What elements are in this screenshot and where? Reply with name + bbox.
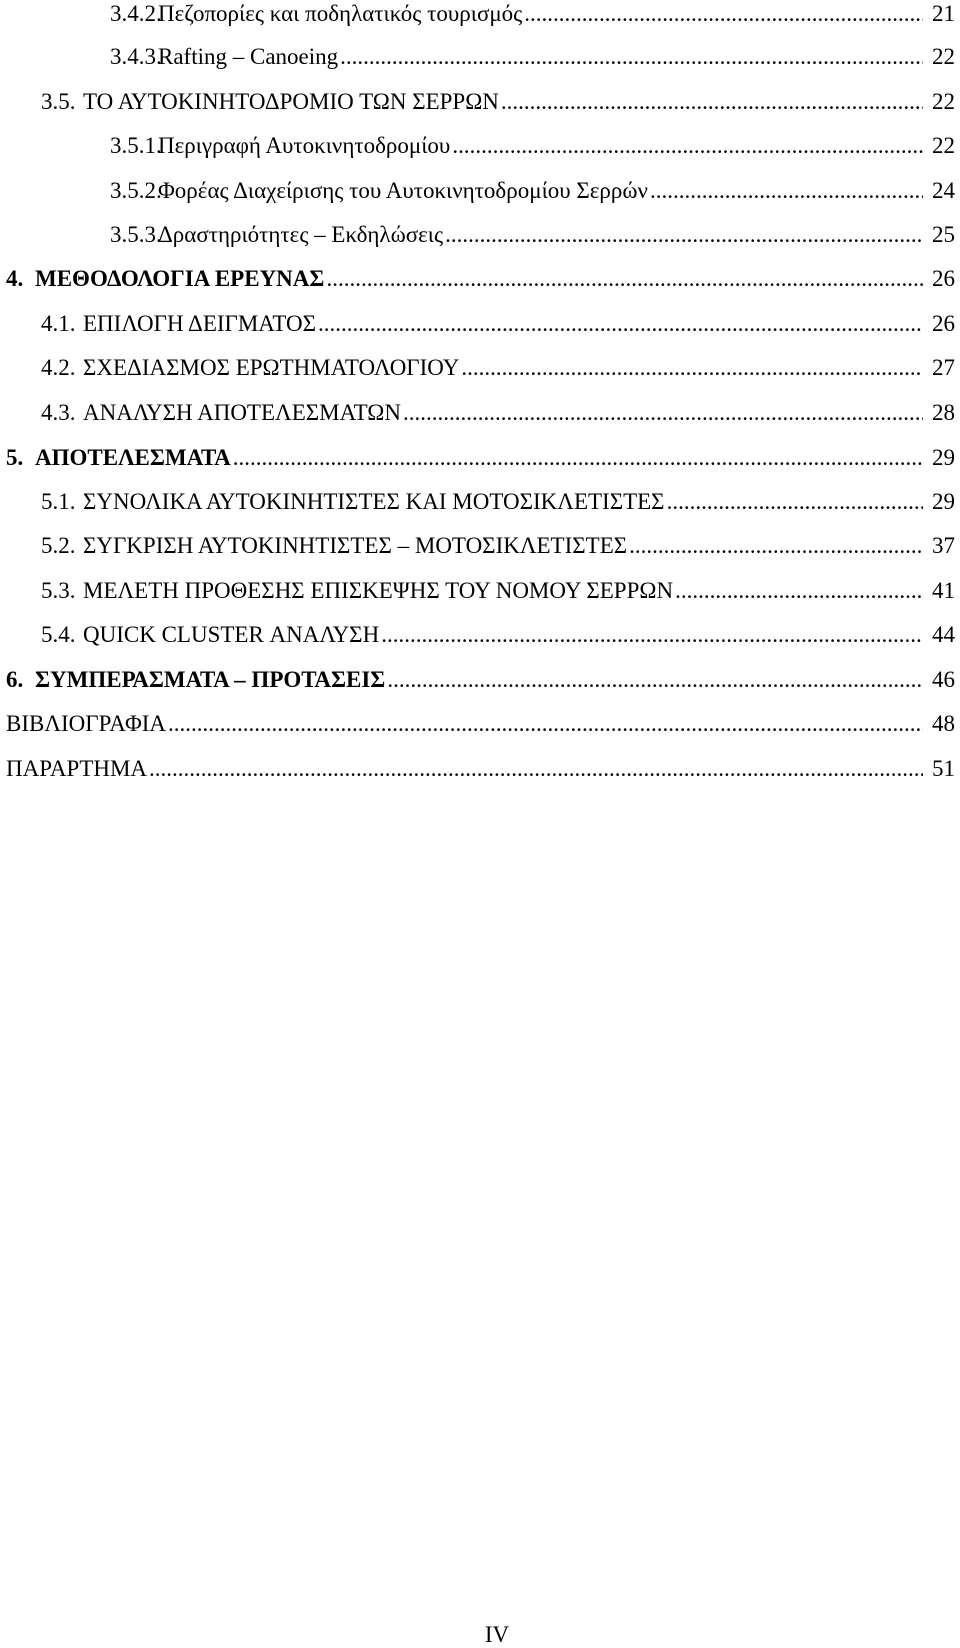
dot-leader: [387, 668, 923, 691]
dot-leader: [233, 446, 923, 469]
toc-entry-title: ΜΕΛΕΤΗ ΠΡΟΘΕΣΗΣ ΕΠΙΣΚΕΨΗΣ ΤΟΥ ΝΟΜΟΥ ΣΕΡΡΩΝ: [83, 577, 674, 603]
toc-entry-title: ΒΙΒΛΙΟΓΡΑΦΙΑ: [6, 710, 167, 736]
toc-entry[interactable]: [0, 392, 960, 432]
toc-entry-number: 3.5.: [41, 88, 76, 114]
toc-entry-title: Rafting – Canoeing: [158, 43, 339, 69]
toc-entry-title: QUICK CLUSTER ΑΝΑΛΥΣΗ: [83, 621, 380, 647]
toc-entry-page: 41: [932, 577, 955, 603]
toc-entry-title: ΑΠΟΤΕΛΕΣΜΑΤΑ: [35, 444, 231, 470]
toc-entry[interactable]: [0, 36, 960, 76]
toc-entry-title: ΣΥΜΠΕΡΑΣΜΑΤΑ – ΠΡΟΤΑΣΕΙΣ: [35, 666, 386, 692]
toc-entry-page: 22: [932, 132, 955, 158]
toc-entry-page: 29: [932, 444, 955, 470]
dot-leader: [318, 312, 923, 335]
toc-entry-title: ΣΧΕΔΙΑΣΜΟΣ ΕΡΩΤΗΜΑΤΟΛΟΓΙΟΥ: [83, 354, 460, 380]
dot-leader: [667, 490, 923, 513]
dot-leader: [403, 401, 923, 424]
dot-leader: [675, 579, 923, 602]
dot-leader: [381, 623, 923, 646]
toc-entry-title: Περιγραφή Αυτοκινητοδρομίου: [158, 132, 451, 158]
toc-entry[interactable]: [0, 303, 960, 343]
toc-entry-page: 44: [932, 621, 955, 647]
toc-entry-page: 28: [932, 399, 955, 425]
toc-entry[interactable]: [0, 437, 960, 477]
toc-entry-number: 5.4.: [41, 621, 76, 647]
toc-entry-title: ΠΑΡΑΡΤΗΜΑ: [6, 755, 148, 781]
toc-entry[interactable]: [0, 170, 960, 210]
toc-entry-number: 4.1.: [41, 310, 76, 336]
toc-entry-number: 5.2.: [41, 532, 76, 558]
toc-entry[interactable]: [0, 748, 960, 788]
toc-entry-number: 3.4.3.: [110, 43, 162, 69]
toc-entry-page: 22: [932, 88, 955, 114]
dot-leader: [452, 134, 923, 157]
dot-leader: [326, 267, 923, 290]
dot-leader: [149, 757, 923, 780]
toc-entry-page: 46: [932, 666, 955, 692]
toc-entry-number: 5.1.: [41, 488, 76, 514]
toc-entry-number: 4.: [6, 265, 24, 291]
toc-entry[interactable]: [0, 81, 960, 121]
toc-entry-number: 3.4.2.: [110, 0, 162, 26]
toc-entry[interactable]: [0, 0, 960, 33]
toc-entry-page: 24: [932, 177, 955, 203]
toc-entry-page: 48: [932, 710, 955, 736]
toc-entry-title: ΜΕΘΟΔΟΛΟΓΙΑ ΕΡΕΥΝΑΣ: [35, 265, 325, 291]
dot-leader: [501, 90, 923, 113]
toc-entry-page: 37: [932, 532, 955, 558]
toc-entry-number: 3.5.3.: [110, 221, 162, 247]
dot-leader: [461, 356, 923, 379]
toc-entry-number: 5.: [6, 444, 24, 470]
dot-leader: [524, 2, 923, 25]
toc-entry-page: 26: [932, 265, 955, 291]
toc-entry-title: ΑΝΑΛΥΣΗ ΑΠΟΤΕΛΕΣΜΑΤΩΝ: [83, 399, 402, 425]
toc-entry-title: ΕΠΙΛΟΓΗ ΔΕΙΓΜΑΤΟΣ: [83, 310, 317, 336]
toc-entry-page: 22: [932, 43, 955, 69]
toc-entry-title: ΣΥΓΚΡΙΣΗ ΑΥΤΟΚΙΝΗΤΙΣΤΕΣ – ΜΟΤΟΣΙΚΛΕΤΙΣΤΕΣ: [83, 532, 628, 558]
dot-leader: [168, 712, 923, 735]
toc-entry[interactable]: [0, 347, 960, 387]
toc-entry-page: 26: [932, 310, 955, 336]
toc-entry[interactable]: [0, 659, 960, 699]
dot-leader: [650, 179, 923, 202]
page-number: IV: [484, 1622, 510, 1647]
toc-entry-page: 25: [932, 221, 955, 247]
toc-entry-page: 21: [932, 0, 955, 26]
toc-entry[interactable]: [0, 258, 960, 298]
toc-entry-page: 51: [932, 755, 955, 781]
toc-entry-title: ΤΟ ΑΥΤΟΚΙΝΗΤΟΔΡΟΜΙΟ ΤΩΝ ΣΕΡΡΩΝ: [83, 88, 499, 114]
dot-leader: [629, 534, 923, 557]
toc-entry-title: Φορέας Διαχείρισης του Αυτοκινητοδρομίου Σερρών: [158, 177, 648, 203]
page-footer: [0, 1622, 960, 1648]
toc-entry-number: 3.5.2.: [110, 177, 162, 203]
toc-entry[interactable]: [0, 525, 960, 565]
toc-entry-number: 6.: [6, 666, 24, 692]
toc-entry[interactable]: [0, 214, 960, 254]
toc-entry-title: ΣΥΝΟΛΙΚΑ ΑΥΤΟΚΙΝΗΤΙΣΤΕΣ ΚΑΙ ΜΟΤΟΣΙΚΛΕΤΙΣΤΕΣ: [83, 488, 665, 514]
dot-leader: [340, 45, 923, 68]
toc-entry-page: 29: [932, 488, 955, 514]
toc-entry[interactable]: [0, 570, 960, 610]
toc-entry[interactable]: [0, 703, 960, 743]
toc-entry[interactable]: [0, 614, 960, 654]
toc-entry[interactable]: [0, 481, 960, 521]
toc-entry-number: 5.3.: [41, 577, 76, 603]
toc-entry-title: Πεζοπορίες και ποδηλατικός τουρισμός: [158, 0, 523, 26]
dot-leader: [445, 223, 923, 246]
toc-entry[interactable]: [0, 125, 960, 165]
toc-entry-number: 4.3.: [41, 399, 76, 425]
toc-entry-number: 3.5.1.: [110, 132, 162, 158]
toc-entry-page: 27: [932, 354, 955, 380]
toc-entry-title: Δραστηριότητες – Εκδηλώσεις: [158, 221, 444, 247]
toc-entry-number: 4.2.: [41, 354, 76, 380]
